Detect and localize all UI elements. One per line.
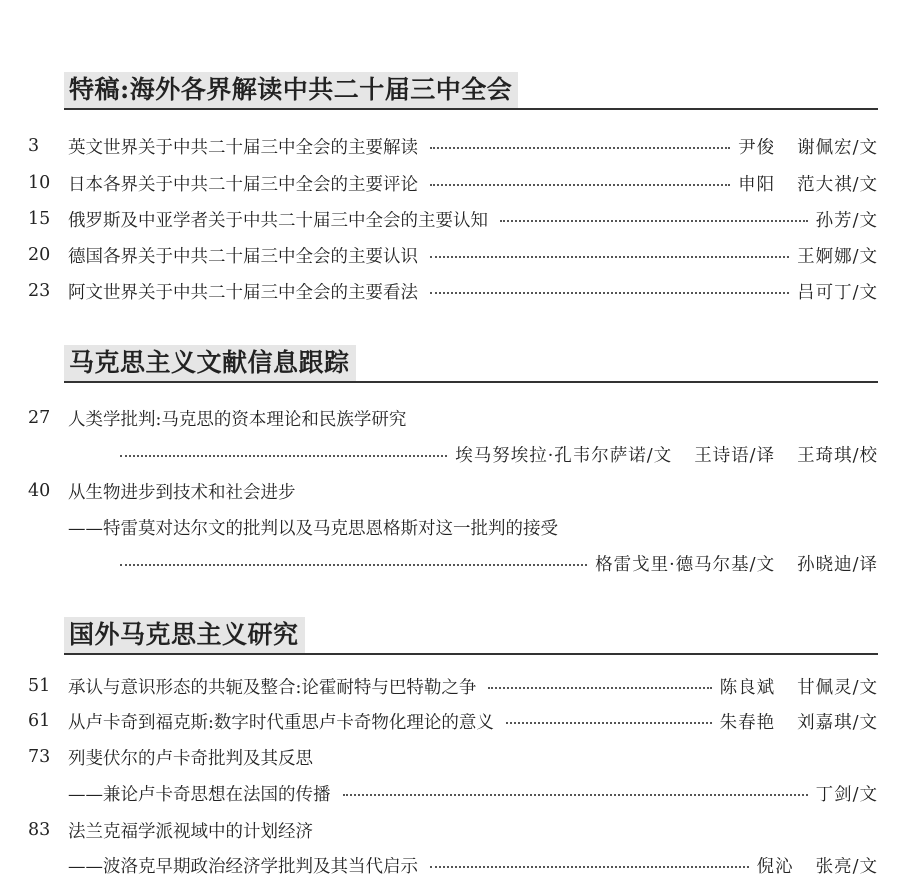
entry-credit (738, 134, 878, 159)
dot-leader (500, 220, 808, 222)
entry-subtitle: ——特雷莫对达尔文的批判以及马克思恩格斯对这一批判的接受 (68, 518, 558, 539)
toc-entry[interactable] (28, 277, 878, 305)
toc-entry[interactable] (28, 707, 878, 735)
page-number: 27 (28, 408, 51, 428)
dot-leader (430, 866, 749, 868)
toc-entry[interactable] (28, 743, 878, 771)
entry-title: 从卢卡奇到福克斯:数字时代重思卢卡奇物化理论的意义 (68, 712, 494, 733)
toc-entry[interactable] (28, 132, 878, 160)
dot-leader (430, 256, 789, 258)
toc-entry[interactable] (28, 241, 878, 269)
author: 张亮/文 (815, 856, 878, 877)
entry-credit (797, 279, 878, 304)
page-number: 23 (28, 281, 51, 301)
entry-title: 从生物进步到技术和社会进步 (68, 482, 296, 503)
author: 格雷戈里·德马尔基/文 (595, 554, 776, 575)
page-number: 10 (28, 173, 51, 193)
entry-subtitle: ——兼论卢卡奇思想在法国的传播 (68, 784, 331, 805)
dot-leader (343, 794, 808, 796)
page-number: 3 (28, 136, 40, 156)
section-title: 马克思主义文献信息跟踪 (64, 345, 356, 381)
section-header (64, 613, 878, 655)
author: 埃马努埃拉·孔韦尔萨诺/文 (455, 445, 673, 466)
entry-title: 德国各界关于中共二十届三中全会的主要认识 (68, 246, 418, 267)
page-number: 83 (28, 820, 51, 840)
entry-credit (595, 551, 878, 576)
entry-title: 列斐伏尔的卢卡奇批判及其反思 (68, 748, 313, 769)
entry-credit (738, 171, 878, 196)
author: 王婀娜/文 (797, 246, 878, 267)
page-number: 15 (28, 209, 51, 229)
translator: 王诗语/译 (694, 445, 776, 466)
entry-credit (455, 442, 878, 467)
toc-entry[interactable] (28, 205, 878, 233)
entry-credit (757, 853, 878, 878)
section-header (64, 68, 878, 110)
dot-leader (430, 147, 730, 149)
author: 朱春艳 (719, 712, 776, 733)
entry-credit (797, 243, 878, 268)
toc-entry[interactable] (28, 404, 878, 432)
author: 倪沁 (756, 856, 794, 877)
dot-leader (120, 564, 587, 566)
entry-title: 承认与意识形态的共轭及整合:论霍耐特与巴特勒之争 (68, 677, 477, 698)
author: 丁剑/文 (815, 784, 878, 805)
author: 刘嘉琪/文 (797, 712, 878, 733)
proofreader: 王琦琪/校 (797, 445, 878, 466)
section-title: 国外马克思主义研究 (64, 617, 305, 653)
dot-leader (506, 722, 712, 724)
entry-credit (816, 781, 878, 806)
entry-credit (720, 674, 878, 699)
dot-leader (488, 687, 711, 689)
entry-title: 人类学批判:马克思的资本理论和民族学研究 (68, 409, 407, 430)
toc-entry-subtitle-line (28, 513, 878, 541)
toc-entry-credit-line (28, 549, 878, 577)
entry-credit (720, 709, 878, 734)
page-number: 40 (28, 481, 51, 501)
toc-entry[interactable] (28, 477, 878, 505)
toc-entry-subtitle-line (28, 851, 878, 879)
author: 吕可丁/文 (797, 282, 878, 303)
entry-subtitle: ——波洛克早期政治经济学批判及其当代启示 (68, 856, 418, 877)
page-number: 73 (28, 747, 51, 767)
entry-title: 法兰克福学派视域中的计划经济 (68, 821, 313, 842)
author: 谢佩宏/文 (797, 137, 878, 158)
toc-entry[interactable] (28, 672, 878, 700)
author: 陈良斌 (719, 677, 776, 698)
toc-entry-credit-line (28, 440, 878, 468)
author: 申阳 (738, 174, 776, 195)
author: 甘佩灵/文 (797, 677, 878, 698)
section-title: 特稿:海外各界解读中共二十届三中全会 (64, 72, 518, 108)
dot-leader (430, 292, 789, 294)
entry-credit (816, 207, 878, 232)
section-header (64, 341, 878, 383)
page-number: 20 (28, 245, 51, 265)
entry-title: 日本各界关于中共二十届三中全会的主要评论 (68, 174, 418, 195)
dot-leader (120, 455, 447, 457)
author: 尹俊 (738, 137, 776, 158)
page-number: 61 (28, 711, 51, 731)
toc-entry-subtitle-line (28, 779, 878, 807)
dot-leader (430, 184, 730, 186)
toc-entry[interactable] (28, 816, 878, 844)
entry-title: 俄罗斯及中亚学者关于中共二十届三中全会的主要认知 (68, 210, 488, 231)
entry-title: 英文世界关于中共二十届三中全会的主要解读 (68, 137, 418, 158)
toc-entry[interactable] (28, 169, 878, 197)
translator: 孙晓迪/译 (797, 554, 878, 575)
page-number: 51 (28, 676, 51, 696)
entry-title: 阿文世界关于中共二十届三中全会的主要看法 (68, 282, 418, 303)
author: 孙芳/文 (815, 210, 878, 231)
author: 范大祺/文 (797, 174, 878, 195)
